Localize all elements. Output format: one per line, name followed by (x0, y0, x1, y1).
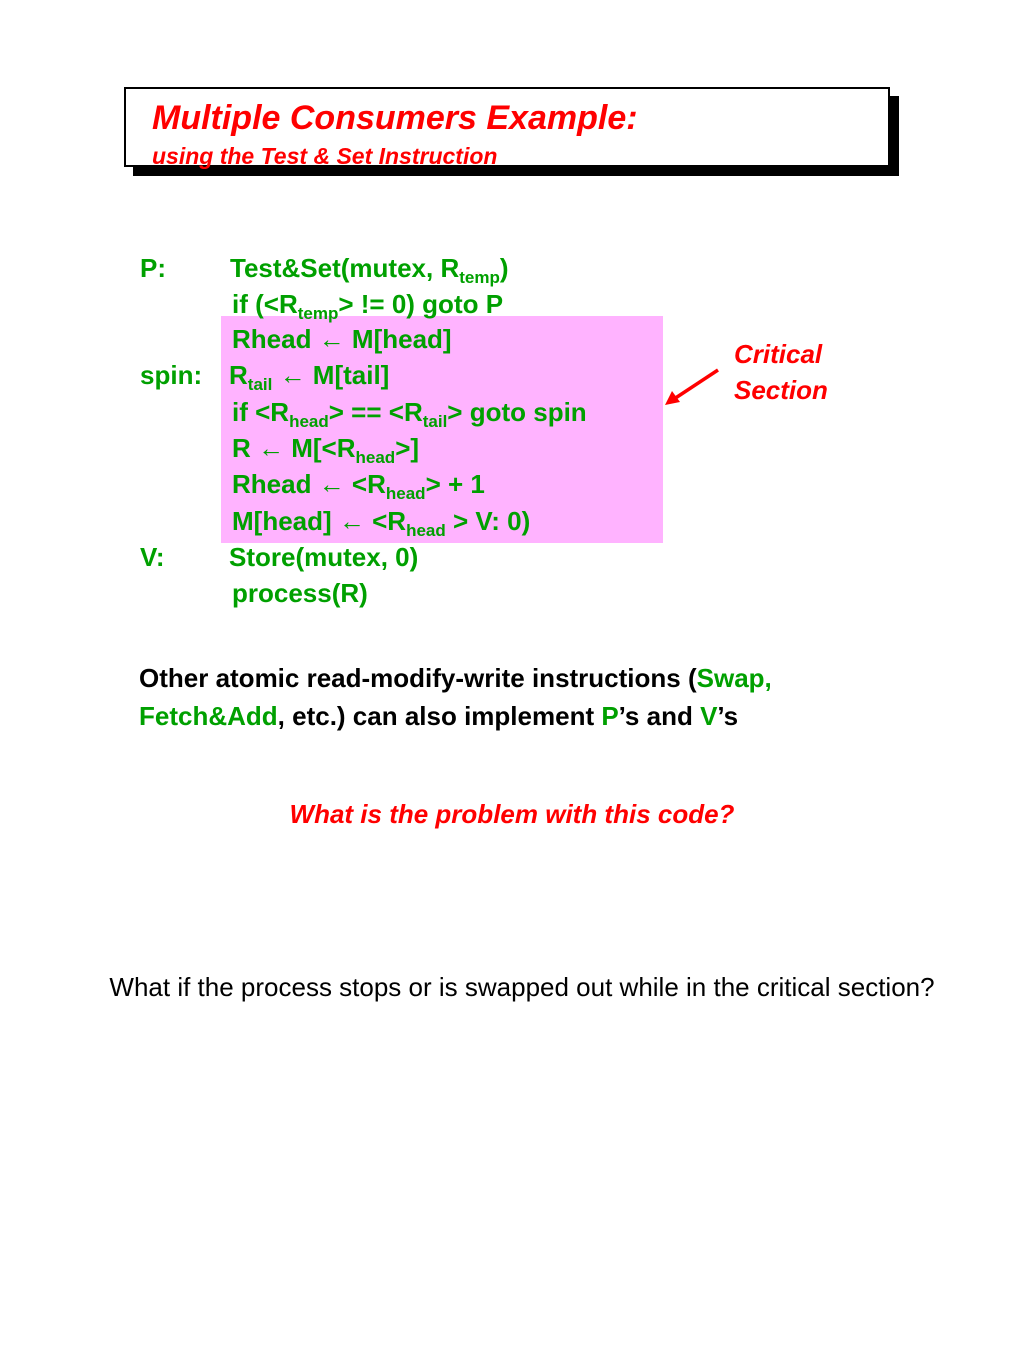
code-line-9: Store(mutex, 0) (229, 542, 419, 572)
atomic-instructions-paragraph: Other atomic read-modify-write instructions (Swap, Fetch&Add, etc.) can also implement P’s and V’s (139, 663, 772, 731)
slide-title: Multiple Consumers Example: (152, 99, 638, 137)
code-label-spin: spin: (140, 360, 203, 390)
code-line-10: process(R) (232, 578, 368, 608)
title-box (124, 87, 890, 167)
problem-question: What is the problem with this code? (289, 799, 735, 829)
code-line-3: Rhead ← M[head] (232, 324, 452, 354)
critical-section-label: Critical Section (734, 339, 828, 405)
code-line-1: Test&Set(mutex, $R_{temp}$) (230, 253, 509, 287)
code-line-5: if $<R_{head}> == <R_{tail}>$ goto spin (232, 397, 587, 431)
code-line-4: $R_{tail}$ ← M[tail] (229, 360, 390, 394)
code-label-p: P: (140, 253, 166, 283)
critical-section-arrow-icon (660, 365, 724, 409)
code-line-6: R ← $M[<R_{head}>]$ (232, 433, 420, 467)
code-line-2: if ($<R_{temp}>$ != 0) goto P (232, 289, 504, 323)
code-line-8: M[head] ← $<R_{head} > V$: 0) (232, 506, 531, 540)
code-line-7: Rhead ← $<R_{head}> + 1$ (232, 469, 485, 503)
code-label-v: V: (140, 542, 165, 572)
slide-subtitle: using the Test & Set Instruction (152, 143, 498, 169)
answer-text: What if the process stops or is swapped out while in the critical section? (109, 972, 935, 1002)
